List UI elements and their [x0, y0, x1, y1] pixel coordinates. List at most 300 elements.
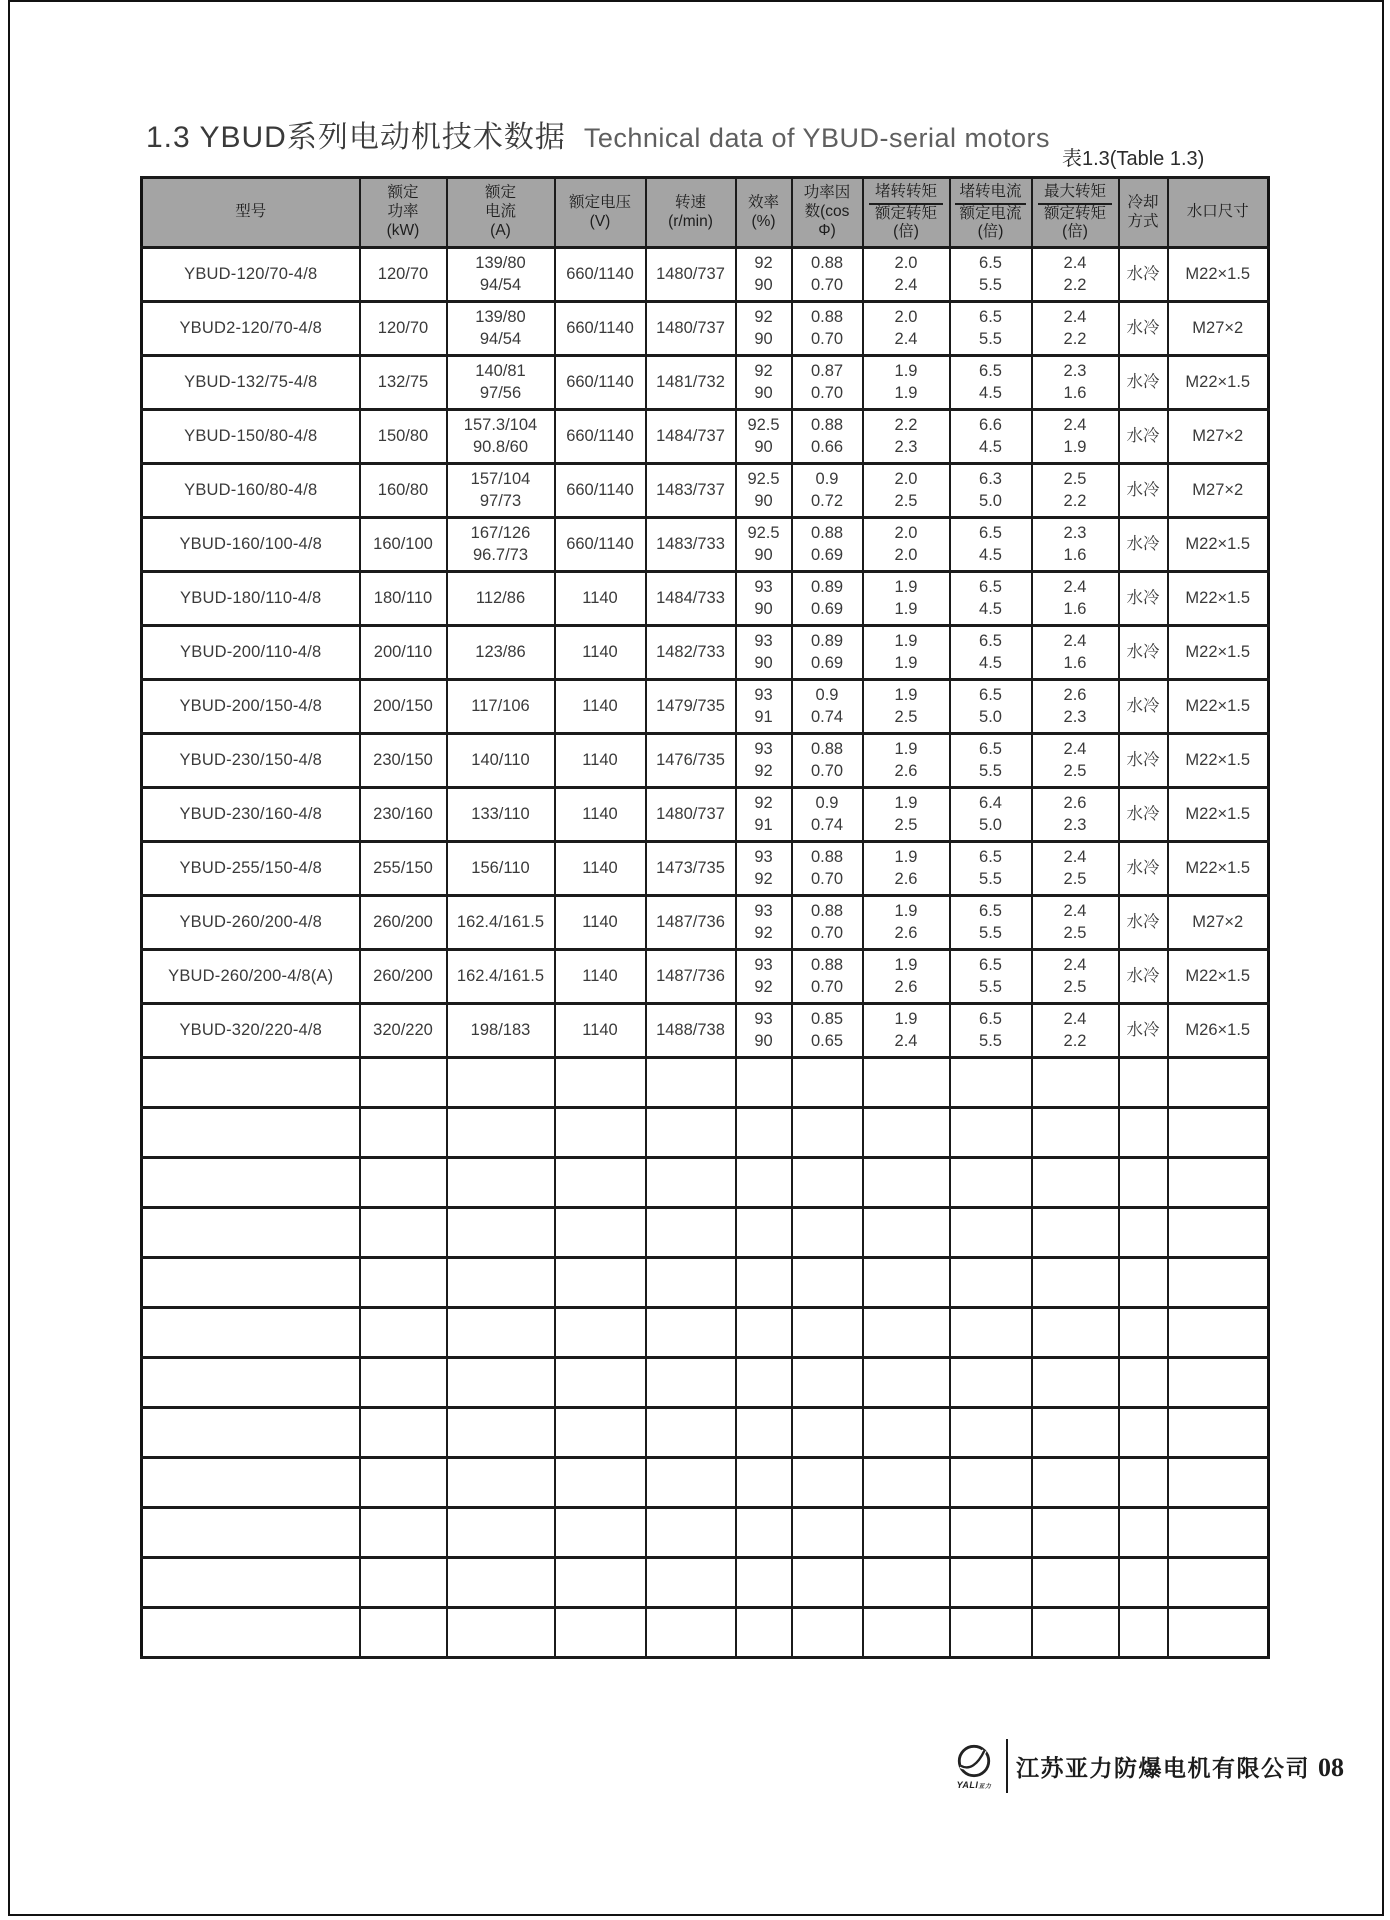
cell-value: 92.5 [747, 416, 780, 435]
cell-value: 2.2 [1063, 1031, 1087, 1050]
empty-cell [736, 1408, 792, 1458]
cell-value: 660/1140 [566, 372, 634, 391]
cell-value: 112/86 [475, 588, 526, 607]
empty-cell [736, 1508, 792, 1558]
header-line: 额定 [484, 184, 516, 202]
cell-value: 1.9 [894, 632, 918, 651]
table-cell [736, 1004, 792, 1058]
cell-value: YBUD-160/80-4/8 [184, 480, 318, 499]
header-line: (倍) [893, 223, 919, 241]
cell-value: 160/100 [373, 534, 433, 553]
cell-value: 255/150 [373, 858, 433, 877]
cell-value: 2.2 [1063, 329, 1087, 348]
cell-value: 2.4 [1063, 902, 1087, 921]
page-title [146, 112, 1050, 156]
logo-word: YALI亚力 [956, 1780, 992, 1790]
cell-value: 2.2 [1063, 275, 1087, 294]
empty-cell [447, 1108, 555, 1158]
cell-value: 5.5 [979, 923, 1002, 942]
cell-value: 5.5 [979, 761, 1002, 780]
empty-cell [447, 1308, 555, 1358]
empty-cell [360, 1508, 447, 1558]
cell-value: 2.4 [1063, 632, 1087, 651]
table-cell [360, 356, 447, 410]
empty-cell [792, 1358, 863, 1408]
empty-cell [555, 1408, 646, 1458]
table-cell [360, 1004, 447, 1058]
empty-cell [1119, 1158, 1168, 1208]
empty-cell [736, 1258, 792, 1308]
table-cell [792, 356, 863, 410]
cell-value: 0.65 [810, 1031, 844, 1050]
empty-cell [792, 1158, 863, 1208]
empty-cell [447, 1408, 555, 1458]
cell-value: 6.3 [979, 470, 1002, 489]
cell-value: 6.5 [979, 686, 1002, 705]
cell-value: 90 [754, 275, 773, 294]
cell-value: 123/86 [475, 642, 526, 661]
table-cell [863, 842, 950, 896]
empty-cell [736, 1058, 792, 1108]
empty-table-row [142, 1108, 1269, 1158]
model-cell [142, 626, 360, 680]
table-cell [736, 734, 792, 788]
table-cell [555, 842, 646, 896]
table-cell [1032, 1004, 1119, 1058]
table-cell [736, 518, 792, 572]
cell-value: 水冷 [1126, 480, 1160, 499]
empty-cell [555, 1608, 646, 1658]
model-cell [142, 410, 360, 464]
table-cell [1168, 572, 1269, 626]
cell-value: 水冷 [1126, 912, 1160, 931]
footer-divider [1006, 1739, 1008, 1793]
table-cell [555, 896, 646, 950]
cell-value: 0.72 [810, 491, 844, 510]
empty-table-row [142, 1158, 1269, 1208]
cell-value: 1.9 [894, 383, 918, 402]
header-cell [447, 178, 555, 248]
table-header [142, 178, 1269, 248]
empty-cell [555, 1108, 646, 1158]
motor-data-table [140, 176, 1270, 1659]
table-cell [950, 680, 1032, 734]
cell-value: 水冷 [1126, 642, 1160, 661]
cell-value: 92 [754, 362, 773, 381]
cell-value: 120/70 [377, 318, 429, 337]
table-cell [863, 410, 950, 464]
empty-cell [950, 1358, 1032, 1408]
cell-value: 6.5 [979, 578, 1002, 597]
cell-value: 2.6 [1063, 686, 1087, 705]
cell-value: 92 [754, 869, 773, 888]
cell-value: 2.3 [1063, 524, 1087, 543]
table-cell [646, 680, 736, 734]
cell-value: 2.5 [1063, 923, 1087, 942]
cell-value: 92 [754, 977, 773, 996]
empty-cell [1119, 1408, 1168, 1458]
cell-value: 2.0 [894, 308, 918, 327]
empty-cell [142, 1508, 360, 1558]
table-cell [646, 626, 736, 680]
cell-value: 1140 [582, 912, 618, 931]
model-cell [142, 248, 360, 302]
empty-table-row [142, 1308, 1269, 1358]
cell-value: 4.5 [979, 437, 1002, 456]
cell-value: 2.6 [894, 977, 918, 996]
cell-value: 5.0 [979, 815, 1002, 834]
table-cell [792, 1004, 863, 1058]
page-title-english: Technical data of YBUD-serial motors [583, 123, 1051, 153]
cell-value: 6.5 [979, 632, 1002, 651]
header-line: 堵转转矩 [869, 183, 944, 205]
header-line: 额定电流 [959, 204, 1022, 222]
table-cell [792, 734, 863, 788]
model-cell [142, 572, 360, 626]
empty-cell [1119, 1608, 1168, 1658]
cell-value: 139/80 [475, 254, 526, 273]
empty-cell [792, 1108, 863, 1158]
cell-value: 水冷 [1126, 858, 1160, 877]
table-cell [1119, 680, 1168, 734]
cell-value: M22×1.5 [1185, 696, 1251, 715]
table-cell [863, 626, 950, 680]
cell-value: M22×1.5 [1185, 804, 1251, 823]
cell-value: M27×2 [1192, 912, 1244, 931]
table-cell [1032, 950, 1119, 1004]
cell-value: 1.9 [894, 848, 918, 867]
table-cell [736, 788, 792, 842]
cell-value: 0.74 [810, 707, 844, 726]
table-cell [447, 626, 555, 680]
empty-cell [1168, 1608, 1269, 1658]
cell-value: 1483/737 [656, 480, 725, 499]
empty-cell [360, 1408, 447, 1458]
table-row [142, 896, 1269, 950]
empty-cell [1032, 1108, 1119, 1158]
cell-value: 660/1140 [566, 264, 634, 283]
empty-cell [792, 1608, 863, 1658]
cell-value: 660/1140 [566, 534, 634, 553]
cell-value: 2.3 [894, 437, 918, 456]
header-line: (r/min) [668, 212, 713, 230]
cell-value: 1140 [582, 1020, 618, 1039]
cell-value: 2.6 [894, 923, 918, 942]
table-cell [360, 680, 447, 734]
table-cell [863, 464, 950, 518]
table-cell [736, 302, 792, 356]
cell-value: 2.3 [1063, 707, 1087, 726]
cell-value: 0.66 [810, 437, 844, 456]
empty-cell [555, 1058, 646, 1108]
table-cell [1168, 1004, 1269, 1058]
table-cell [863, 356, 950, 410]
table-cell [1168, 356, 1269, 410]
table-cell [1168, 464, 1269, 518]
table-cell [447, 680, 555, 734]
cell-value: 6.5 [979, 848, 1002, 867]
empty-cell [863, 1508, 950, 1558]
cell-value: 0.70 [810, 383, 844, 402]
table-cell [360, 302, 447, 356]
cell-value: 2.6 [894, 761, 918, 780]
empty-cell [447, 1608, 555, 1658]
empty-cell [142, 1108, 360, 1158]
table-cell [360, 248, 447, 302]
cell-value: 156/110 [471, 858, 530, 877]
table-row [142, 518, 1269, 572]
header-line: 型号 [235, 203, 267, 221]
cell-value: 2.6 [1063, 794, 1087, 813]
table-cell [863, 572, 950, 626]
table-cell [792, 788, 863, 842]
table-cell [447, 788, 555, 842]
cell-value: 2.3 [1063, 362, 1087, 381]
empty-cell [736, 1308, 792, 1358]
cell-value: 93 [754, 740, 773, 759]
cell-value: 0.69 [810, 599, 844, 618]
cell-value: 1.6 [1063, 599, 1087, 618]
header-line: 转速 [674, 193, 706, 211]
cell-value: 水冷 [1126, 804, 1160, 823]
table-cell [792, 518, 863, 572]
empty-cell [1168, 1258, 1269, 1308]
cell-value: 4.5 [979, 653, 1002, 672]
empty-cell [1032, 1258, 1119, 1308]
cell-value: 157.3/104 [463, 416, 538, 435]
table-cell [1168, 518, 1269, 572]
cell-value: 1.9 [894, 794, 918, 813]
table-cell [950, 410, 1032, 464]
empty-cell [792, 1408, 863, 1458]
cell-value: 0.85 [810, 1010, 844, 1029]
cell-value: 6.4 [979, 794, 1002, 813]
model-cell [142, 896, 360, 950]
table-cell [447, 302, 555, 356]
table-number-label: 表1.3(Table 1.3) [1062, 148, 1205, 170]
cell-value: 1487/736 [656, 912, 725, 931]
empty-cell [863, 1108, 950, 1158]
cell-value: 水冷 [1126, 534, 1160, 553]
table-cell [736, 464, 792, 518]
empty-cell [1168, 1158, 1269, 1208]
table-cell [863, 248, 950, 302]
cell-value: M22×1.5 [1185, 372, 1251, 391]
cell-value: 0.88 [810, 902, 844, 921]
cell-value: 6.5 [979, 740, 1002, 759]
empty-cell [736, 1458, 792, 1508]
table-cell [646, 248, 736, 302]
cell-value: 1484/733 [656, 588, 725, 607]
table-cell [447, 1004, 555, 1058]
cell-value: 0.87 [810, 362, 844, 381]
empty-cell [863, 1208, 950, 1258]
table-cell [1119, 248, 1168, 302]
cell-value: 1140 [582, 966, 618, 985]
cell-value: 6.5 [979, 308, 1002, 327]
table-cell [1168, 842, 1269, 896]
cell-value: 6.5 [979, 1010, 1002, 1029]
table-cell [792, 896, 863, 950]
cell-value: 5.5 [979, 275, 1002, 294]
cell-value: 0.88 [810, 524, 844, 543]
cell-value: 97/56 [479, 383, 522, 402]
cell-value: 2.5 [894, 707, 918, 726]
header-line: 电流 [484, 203, 516, 221]
table-cell [447, 896, 555, 950]
table-cell [863, 950, 950, 1004]
cell-value: 93 [754, 1010, 773, 1029]
empty-cell [736, 1208, 792, 1258]
header-cell [142, 178, 360, 248]
empty-cell [950, 1308, 1032, 1358]
cell-value: 320/220 [373, 1020, 433, 1039]
table-cell [792, 248, 863, 302]
header-row [142, 178, 1269, 248]
cell-value: 90.8/60 [472, 437, 529, 456]
cell-value: 0.88 [810, 416, 844, 435]
table-cell [646, 410, 736, 464]
empty-cell [447, 1358, 555, 1408]
cell-value: 0.70 [810, 275, 844, 294]
cell-value: 0.70 [810, 923, 844, 942]
cell-value: 162.4/161.5 [456, 966, 545, 985]
table-cell [792, 842, 863, 896]
table-cell [1032, 842, 1119, 896]
table-cell [863, 518, 950, 572]
table-cell [360, 734, 447, 788]
table-cell [360, 572, 447, 626]
table-cell [646, 518, 736, 572]
empty-cell [1168, 1358, 1269, 1408]
cell-value: 660/1140 [566, 426, 634, 445]
table-cell [1119, 1004, 1168, 1058]
header-line: 额定电压 [568, 193, 631, 211]
model-cell [142, 842, 360, 896]
table-row [142, 410, 1269, 464]
cell-value: M22×1.5 [1185, 858, 1251, 877]
empty-cell [646, 1408, 736, 1458]
table-cell [1032, 572, 1119, 626]
table-cell [736, 680, 792, 734]
table-cell [1168, 896, 1269, 950]
empty-cell [646, 1108, 736, 1158]
cell-value: 2.4 [1063, 254, 1087, 273]
cell-value: 水冷 [1126, 318, 1160, 337]
table-cell [863, 734, 950, 788]
model-cell [142, 734, 360, 788]
cell-value: 1.9 [1063, 437, 1087, 456]
cell-value: 1.6 [1063, 653, 1087, 672]
table-cell [863, 302, 950, 356]
cell-value: 0.9 [815, 470, 839, 489]
table-cell [863, 896, 950, 950]
header-line: 额定转矩 [1043, 204, 1106, 222]
cell-value: 90 [754, 491, 773, 510]
table-cell [736, 896, 792, 950]
empty-cell [360, 1108, 447, 1158]
table-cell [950, 248, 1032, 302]
table-cell [1168, 950, 1269, 1004]
table-cell [555, 464, 646, 518]
cell-value: 2.5 [1063, 869, 1087, 888]
cell-value: 2.2 [1063, 491, 1087, 510]
empty-cell [447, 1258, 555, 1308]
cell-value: 水冷 [1126, 588, 1160, 607]
empty-cell [646, 1258, 736, 1308]
cell-value: 5.5 [979, 977, 1002, 996]
cell-value: 5.0 [979, 707, 1002, 726]
header-cell [1168, 178, 1269, 248]
table-cell [1119, 356, 1168, 410]
table-cell [1168, 734, 1269, 788]
empty-table-row [142, 1558, 1269, 1608]
header-cell [1032, 178, 1119, 248]
empty-cell [142, 1358, 360, 1408]
table-cell [360, 842, 447, 896]
table-cell [646, 572, 736, 626]
table-cell [360, 518, 447, 572]
empty-cell [950, 1608, 1032, 1658]
cell-value: 0.88 [810, 956, 844, 975]
empty-cell [142, 1558, 360, 1608]
cell-value: 2.5 [1063, 977, 1087, 996]
table-body [142, 248, 1269, 1658]
header-cell [736, 178, 792, 248]
table-cell [447, 410, 555, 464]
table-cell [950, 1004, 1032, 1058]
cell-value: 水冷 [1126, 696, 1160, 715]
cell-value: 0.74 [810, 815, 844, 834]
cell-value: 1480/737 [656, 264, 725, 283]
table-cell [1119, 734, 1168, 788]
empty-table-row [142, 1608, 1269, 1658]
cell-value: 水冷 [1126, 750, 1160, 769]
model-cell [142, 788, 360, 842]
empty-cell [447, 1458, 555, 1508]
empty-cell [142, 1408, 360, 1458]
table-cell [1119, 788, 1168, 842]
table-cell [447, 464, 555, 518]
empty-cell [555, 1508, 646, 1558]
table-cell [1168, 626, 1269, 680]
table-cell [950, 572, 1032, 626]
cell-value: 92.5 [747, 470, 780, 489]
cell-value: 2.5 [894, 491, 918, 510]
table-cell [447, 356, 555, 410]
table-row [142, 464, 1269, 518]
empty-cell [555, 1558, 646, 1608]
empty-cell [646, 1358, 736, 1408]
header-cell [950, 178, 1032, 248]
cell-value: 0.88 [810, 740, 844, 759]
table-row [142, 626, 1269, 680]
table-cell [447, 842, 555, 896]
table-cell [646, 302, 736, 356]
table-cell [555, 680, 646, 734]
empty-cell [447, 1508, 555, 1558]
table-cell [1032, 302, 1119, 356]
cell-value: YBUD-120/70-4/8 [184, 264, 318, 283]
cell-value: 157/104 [470, 470, 531, 489]
cell-value: 1473/735 [656, 858, 725, 877]
empty-cell [950, 1408, 1032, 1458]
empty-cell [646, 1458, 736, 1508]
header-line: 效率 [747, 193, 779, 211]
table-cell [792, 626, 863, 680]
logo-sub: 亚力 [978, 1784, 992, 1790]
cell-value: 93 [754, 956, 773, 975]
